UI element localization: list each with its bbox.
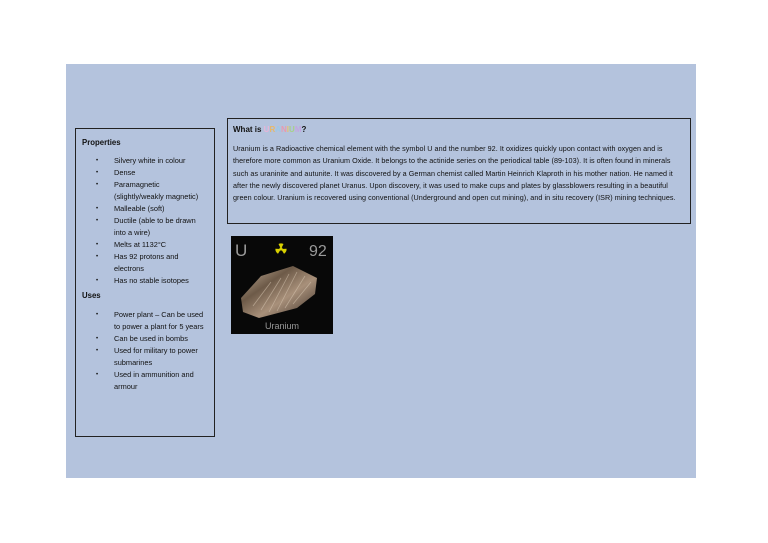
list-item: • Power plant – Can be used to power a plant for 5 years — [114, 309, 208, 333]
title-letter: U — [263, 125, 270, 134]
properties-heading: Properties — [82, 138, 121, 147]
properties-list — [82, 155, 208, 287]
uranium-element-image — [231, 236, 333, 334]
list-item: • Used for military to power submarines — [114, 345, 208, 369]
title-letter: U — [289, 125, 295, 134]
what-is-uranium-panel — [227, 118, 691, 224]
title-letter: N — [281, 125, 287, 134]
title-letter: R — [269, 125, 276, 134]
element-number: 92 — [309, 243, 327, 260]
what-is-title — [233, 125, 685, 134]
list-item: • Used in ammunition and armour — [114, 369, 208, 393]
list-item: • Has no stable isotopes — [114, 275, 208, 287]
title-letter: M — [294, 125, 302, 134]
element-symbol: U — [235, 241, 248, 260]
list-item: • Melts at 1132°C — [114, 239, 208, 251]
list-item: • Silvery white in colour — [114, 155, 208, 167]
list-item: • Has 92 protons and electrons — [114, 251, 208, 275]
properties-panel — [75, 128, 215, 437]
uses-list — [82, 309, 208, 393]
title-suffix: ? — [301, 125, 307, 134]
title-prefix: What is — [233, 125, 264, 134]
list-item: • Dense — [114, 167, 208, 179]
list-item: • Paramagnetic (slightly/weakly magnetic) — [114, 179, 208, 203]
element-name: Uranium — [264, 321, 300, 331]
title-letter: A — [275, 125, 282, 134]
uranium-description: Uranium is a Radioactive chemical element with the symbol U and the number 92. It oxidizes quickly upon contact with oxygen and is therefore more common as Uranium Oxide. It belongs to the actinide series on the periodical table (89-103). It is often found in minerals such as uraninite and autunite. It was discovered by a German chemist called Martin Heinrich Klaproth in his mother nation. He named it after the newly discovered planet Uranus. Upon discovery, it was used to make cups and plates by glassblowers resulting in a beautiful green colour. Uranium is recovered using conventional (Underground and open cut mining), and in situ recovery (ISR) mining techniques. — [233, 144, 676, 203]
title-letter: I — [286, 125, 290, 134]
list-item: • Malleable (soft) — [114, 203, 208, 215]
uses-heading: Uses — [82, 291, 101, 300]
list-item: • Can be used in bombs — [114, 333, 208, 345]
list-item: • Ductile (able to be drawn into a wire) — [114, 215, 208, 239]
